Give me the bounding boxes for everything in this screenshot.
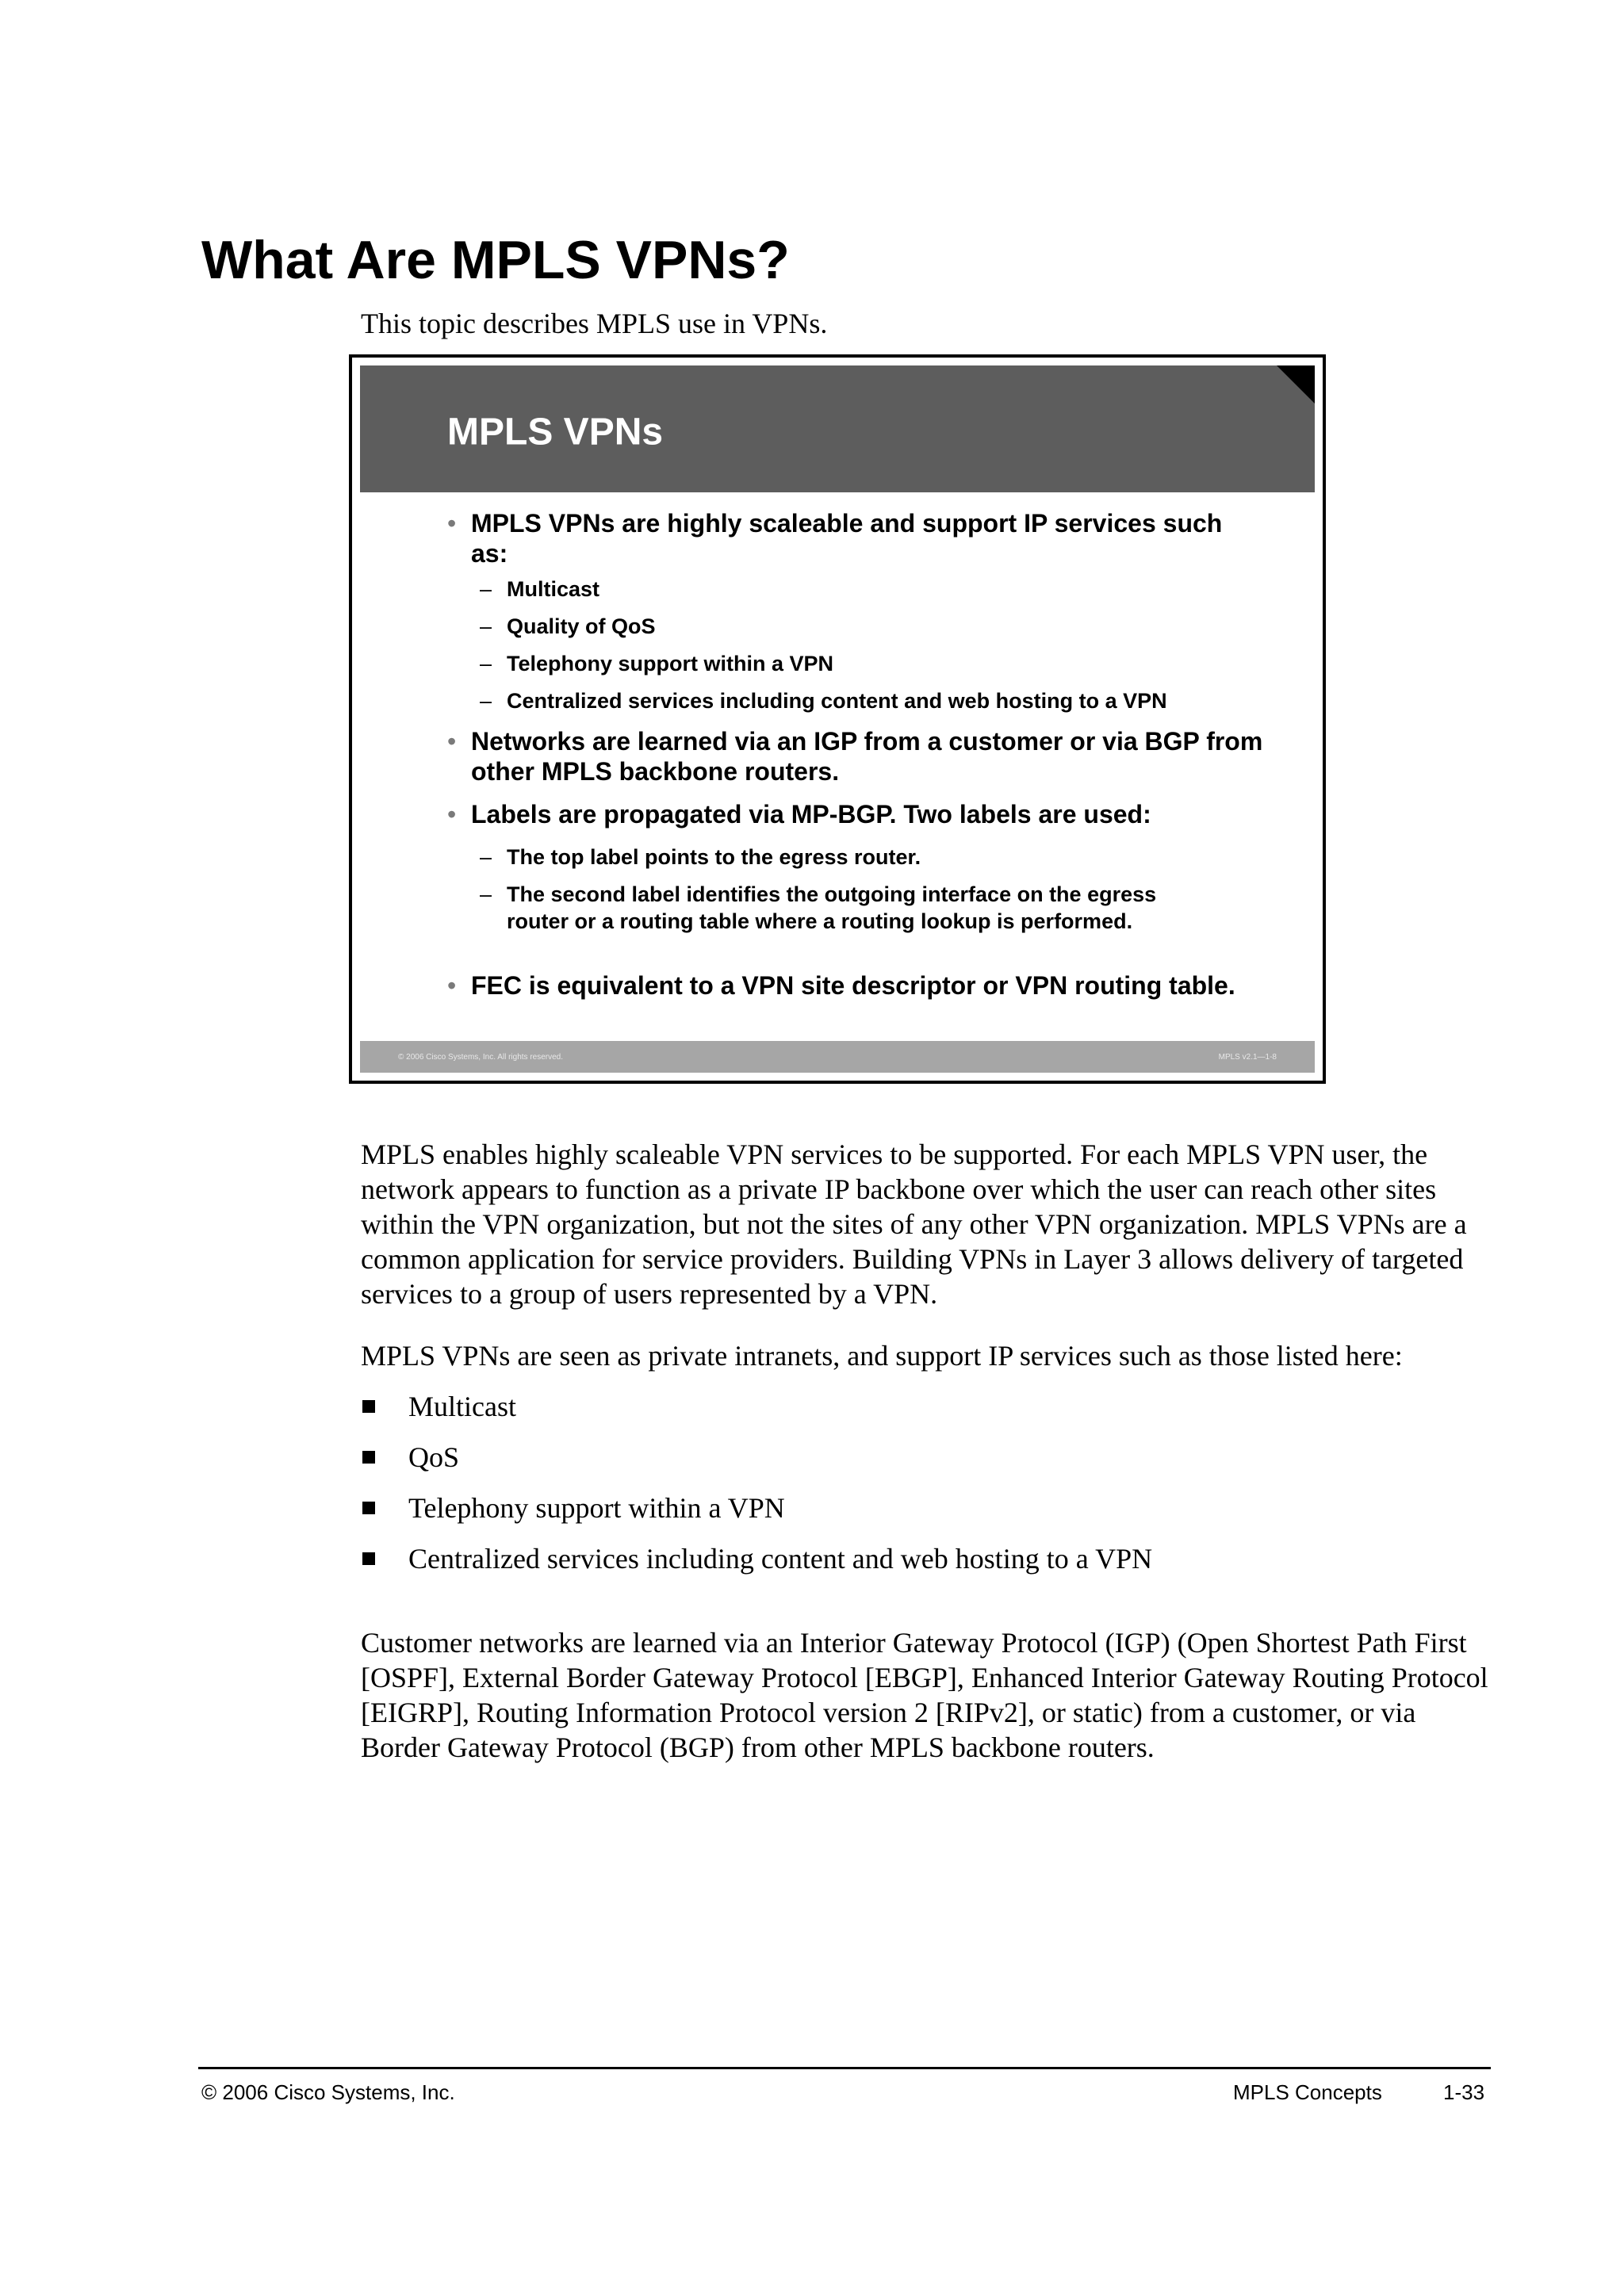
body-paragraph: MPLS VPNs are seen as private intranets, and support IP services such as those listed here: (361, 1340, 1403, 1372)
dash-marker: – (480, 689, 492, 713)
slide-title: MPLS VPNs (447, 411, 664, 453)
slide-bullet: • Labels are propagated via MP-BGP. Two labels are used: (447, 800, 1151, 828)
dash-marker: – (480, 652, 492, 675)
square-bullet-icon (362, 1552, 375, 1565)
footer-section: MPLS Concepts (1233, 2080, 1382, 2104)
page-title: What Are MPLS VPNs? (201, 230, 790, 290)
dash-marker: – (480, 577, 492, 601)
slide-subitem: – Multicast (480, 577, 600, 601)
dash-marker: – (480, 614, 492, 638)
slide-subitem: – Centralized services including content and web hosting to a VPN (480, 689, 1167, 713)
slide-bullet: • Networks are learned via an IGP from a customer or via BGP from other MPLS backbone routers. (447, 727, 1263, 786)
slide-corner-decoration (1277, 365, 1315, 404)
footer-divider (198, 2067, 1491, 2069)
bullet-dot: • (447, 800, 457, 828)
slide-figure (349, 354, 1326, 1084)
dash-marker: – (480, 845, 492, 869)
slide-subitem: – The second label identifies the outgoing interface on the egress router or a routing table where a routing lookup is performed. (480, 882, 1157, 933)
slide-subitem: – The top label points to the egress router. (480, 845, 921, 869)
slide-bullet: • MPLS VPNs are highly scaleable and support IP services such as: (447, 509, 1223, 568)
footer-page-number: 1-33 (1443, 2080, 1485, 2104)
square-bullet-icon (362, 1400, 375, 1413)
body-paragraph: Customer networks are learned via an Interior Gateway Protocol (IGP) (Open Shortest Path First [OSPF], External Border Gateway Protocol [EBGP], Enhanced Interior Gateway Routing Protocol [EIGRP], Routing Information Protocol version 2 [RIPv2], or static) from a customer, or via Border Gateway Protocol (BGP) from other MPLS backbone routers. (361, 1627, 1488, 1763)
dash-marker: – (480, 882, 492, 906)
body-paragraph: MPLS enables highly scaleable VPN services to be supported. For each MPLS VPN user, the network appears to function as a private IP backbone over which the user can reach other sites within the VPN organization, but not the sites of any other VPN organization. MPLS VPNs are a common application for service providers. Building VPNs in Layer 3 allows delivery of targeted services to a group of users represented by a VPN. (361, 1138, 1467, 1310)
slide-subitem: – Quality of QoS (480, 614, 656, 638)
square-bullet-icon (362, 1451, 375, 1464)
topic-intro: This topic describes MPLS use in VPNs. (361, 308, 828, 339)
slide-copyright: © 2006 Cisco Systems, Inc. All rights reserved. (398, 1053, 564, 1062)
square-bullet-icon (362, 1502, 375, 1514)
slide-bullet: • FEC is equivalent to a VPN site descriptor or VPN routing table. (447, 971, 1235, 1000)
bullet-dot: • (447, 971, 457, 1000)
bullet-dot: • (447, 509, 457, 538)
bullet-dot: • (447, 727, 457, 756)
footer-copyright: © 2006 Cisco Systems, Inc. (201, 2080, 455, 2104)
slide-footer-bar (360, 1041, 1315, 1073)
slide-header-bar (360, 365, 1315, 492)
slide-subitem: – Telephony support within a VPN (480, 652, 834, 675)
slide-code: MPLS v2.1—1-8 (1218, 1053, 1277, 1062)
